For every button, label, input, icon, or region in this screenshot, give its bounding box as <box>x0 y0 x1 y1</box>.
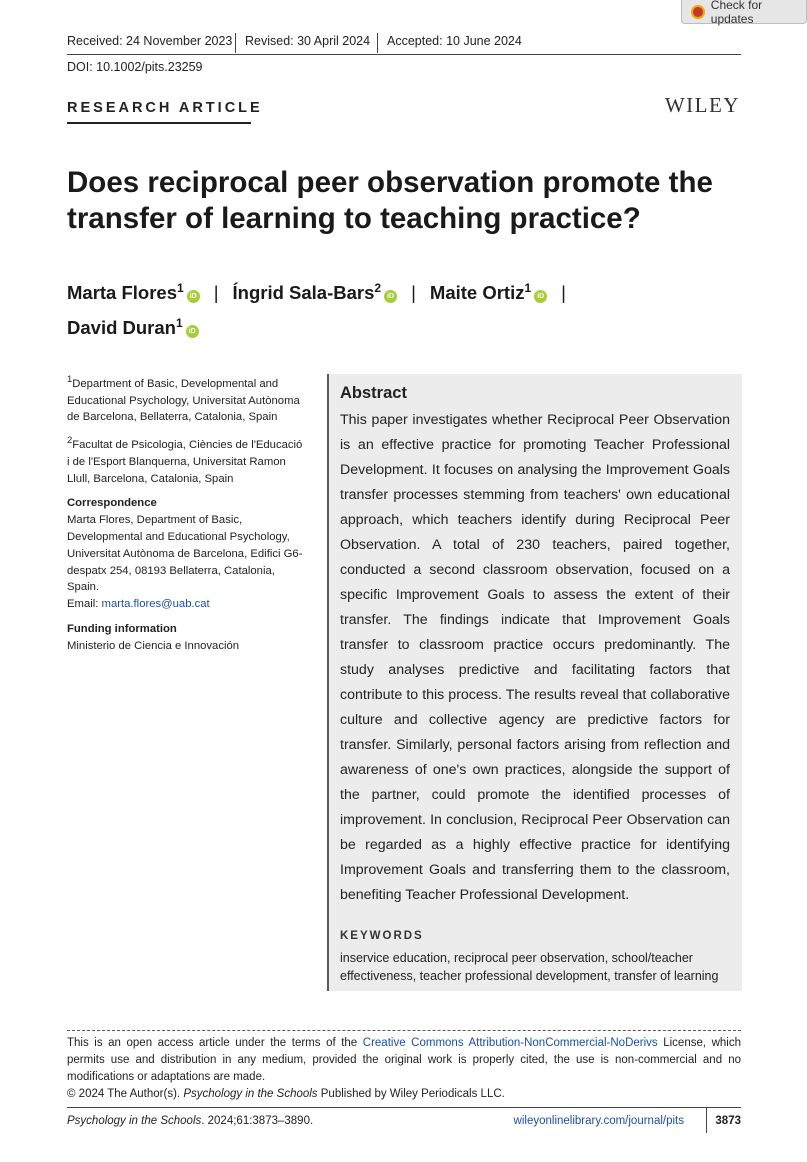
correspondence-heading: Correspondence <box>67 497 157 510</box>
email-link[interactable]: marta.flores@uab.cat <box>101 598 210 611</box>
article-type-underline <box>67 122 251 124</box>
author-name[interactable]: Maite Ortiz <box>429 282 525 304</box>
affiliation: $^1$Department of Basic, Developmental and Educational Psychology, Universitat Autònoma de Barcelona, Bellaterra, Catalonia, Spain <box>67 373 300 424</box>
license-notice: This is an open access article under the terms of the Creative Commons Attribution-NonCommercial-NoDerivs License, which permits use and distribution in any medium, provided the original work is properly cited, the use is non-commercial and no modifications or adaptations are made. © 2024 The Author(s). Psychology in the Schools Published by Wiley Periodicals LLC. <box>67 1037 742 1100</box>
check-for-updates-button[interactable] <box>681 0 807 24</box>
author-list <box>67 273 747 343</box>
author-affiliation-number: 1 <box>177 281 184 295</box>
journal-url-link[interactable]: wileyonlinelibrary.com/journal/pits <box>513 1115 684 1127</box>
orcid-icon[interactable]: iD <box>187 290 200 303</box>
license-divider <box>67 1030 741 1031</box>
orcid-icon[interactable]: iD <box>186 325 199 338</box>
author-affiliation-number: 1 <box>175 316 183 331</box>
author-name[interactable]: Marta Flores <box>67 282 178 304</box>
author-separator: | <box>561 282 566 304</box>
accepted-date: Accepted: 10 June 2024 <box>387 34 522 48</box>
footer-rule <box>67 1107 741 1108</box>
author-name[interactable]: David Duran <box>67 317 176 339</box>
keywords-text: inservice education, reciprocal peer observation, school/teacher effectiveness, teacher professional development, transfer of learning <box>340 951 719 983</box>
orcid-icon[interactable]: iD <box>384 290 397 303</box>
article-sidebar <box>67 371 307 660</box>
author-separator: | <box>411 282 416 304</box>
orcid-icon[interactable]: iD <box>534 290 547 303</box>
author-name[interactable]: Íngrid Sala-Bars <box>232 282 375 304</box>
funding-heading: Funding information <box>67 622 177 635</box>
author-affiliation-number: 1 <box>524 281 532 295</box>
author-affiliation-number: 2 <box>374 281 382 295</box>
affiliation: $^2$Facultat de Psicologia, Ciències de l'Educació i de l'Esport Blanquerna, Universitat Ramon Llull, Barcelona, Catalonia, Spain <box>67 434 303 485</box>
publication-dates <box>67 34 741 54</box>
abstract-text: This paper investigates whether Reciprocal Peer Observation is an effective practice for promoting Teacher Professional Development. It focuses on analysing the Improvement Goals transfer processes stemming from teachers' own educational approach, which teachers identify during Reciprocal Peer Observation. A total of 230 teachers, paired together, conducted a second classroom observation, focused on a specific Improvement Goals to assess the extent of their transfer. The findings indicate that Improvement Goals transfer to classroom practice occurs predominantly. The study analyses predictive and facilitating factors that contribute to this process. The results reveal that collaborative culture and collective agency are predictive factors for transfer. Similarly, personal factors arising from reflection and awareness of one's own practices, alongside the support of the partner, could promote the identified processes of improvement. In conclusion, Reciprocal Peer Observation can be regarded as a highly effective practice for identifying Improvement Goals and transferring them to the classroom, benefiting Teacher Professional Development. <box>340 412 730 903</box>
abstract-box <box>327 374 742 991</box>
revised-date: Revised: 30 April 2024 <box>245 34 371 48</box>
article-type-label: RESEARCH ARTICLE <box>67 100 263 116</box>
check-for-updates-label: Check for updates <box>710 0 763 26</box>
article-title: Does reciprocal peer observation promote the transfer of learning to teaching practice? <box>67 166 713 235</box>
keywords-heading: KEYWORDS <box>340 930 424 942</box>
funding-text: Ministerio de Ciencia e Innovación <box>67 639 240 652</box>
publisher-logo: WILEY <box>664 93 740 117</box>
page-footer <box>67 1115 741 1133</box>
correspondence-text: Marta Flores, Department of Basic, Developmental and Educational Psychology, Universitat Autònoma de Barcelona, Edifici G6-despatx 254, 08193 Bellaterra, Catalonia, Spain. Email: marta.flores@uab.cat <box>67 514 303 611</box>
header-rule <box>67 54 741 55</box>
crossmark-icon <box>691 5 705 19</box>
license-link[interactable]: Creative Commons Attribution-NonCommercial-NoDerivs <box>362 1037 658 1049</box>
received-date: Received: 24 November 2023 <box>67 34 233 48</box>
footer-divider <box>706 1107 707 1133</box>
date-divider <box>235 33 236 53</box>
doi[interactable]: DOI: 10.1002/pits.23259 <box>67 60 203 74</box>
date-divider <box>377 33 378 53</box>
abstract-heading: Abstract <box>340 384 407 402</box>
journal-name: Psychology in the Schools <box>183 1088 318 1100</box>
footer-citation: Psychology in the Schools. 2024;61:3873–3890. <box>67 1115 314 1127</box>
page-number: 3873 <box>715 1115 741 1127</box>
author-separator: | <box>213 282 219 304</box>
